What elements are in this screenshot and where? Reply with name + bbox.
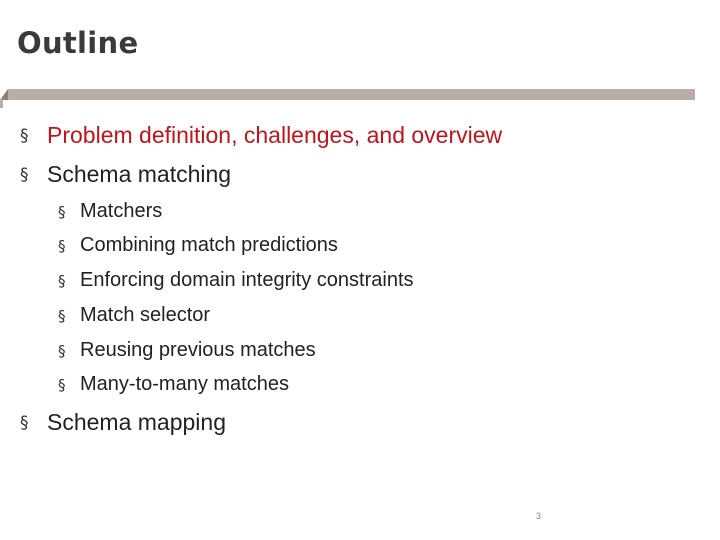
bullet-text: Schema mapping — [47, 409, 226, 435]
bullet-item-problem-definition — [20, 122, 502, 149]
bullet-text: Problem definition, challenges, and overview — [47, 122, 503, 148]
slide-title: Outline — [17, 26, 139, 60]
bullet-item-schema-matching — [20, 161, 231, 188]
bullet-text: Schema matching — [47, 161, 232, 187]
section-bullet-icon: § — [20, 412, 29, 433]
section-bullet-icon: § — [58, 375, 66, 394]
section-bullet-icon: § — [58, 202, 66, 221]
subbullet-item-matchers — [58, 200, 162, 223]
subbullet-text: Reusing previous matches — [80, 339, 316, 361]
subbullet-item-reusing-previous-matches — [58, 339, 316, 362]
title-rule — [8, 89, 695, 100]
subbullet-item-match-selector — [58, 304, 210, 327]
subbullet-text: Combining match predictions — [80, 234, 338, 256]
section-bullet-icon: § — [58, 271, 66, 290]
page-number: 3 — [536, 511, 542, 521]
section-bullet-icon: § — [58, 236, 66, 255]
subbullet-item-many-to-many-matches — [58, 373, 289, 396]
bullet-item-schema-mapping — [20, 409, 226, 436]
title-rule-tail — [0, 99, 3, 108]
subbullet-item-combining-match-predictions — [58, 234, 338, 257]
section-bullet-icon: § — [20, 164, 29, 185]
subbullet-text: Enforcing domain integrity constraints — [80, 269, 414, 291]
section-bullet-icon: § — [58, 306, 66, 325]
subbullet-text: Match selector — [80, 304, 211, 326]
subbullet-item-enforcing-domain-integrity — [58, 269, 414, 292]
section-bullet-icon: § — [58, 341, 66, 360]
section-bullet-icon: § — [20, 125, 29, 146]
subbullet-text: Many-to-many matches — [80, 373, 289, 395]
subbullet-text: Matchers — [80, 200, 163, 222]
